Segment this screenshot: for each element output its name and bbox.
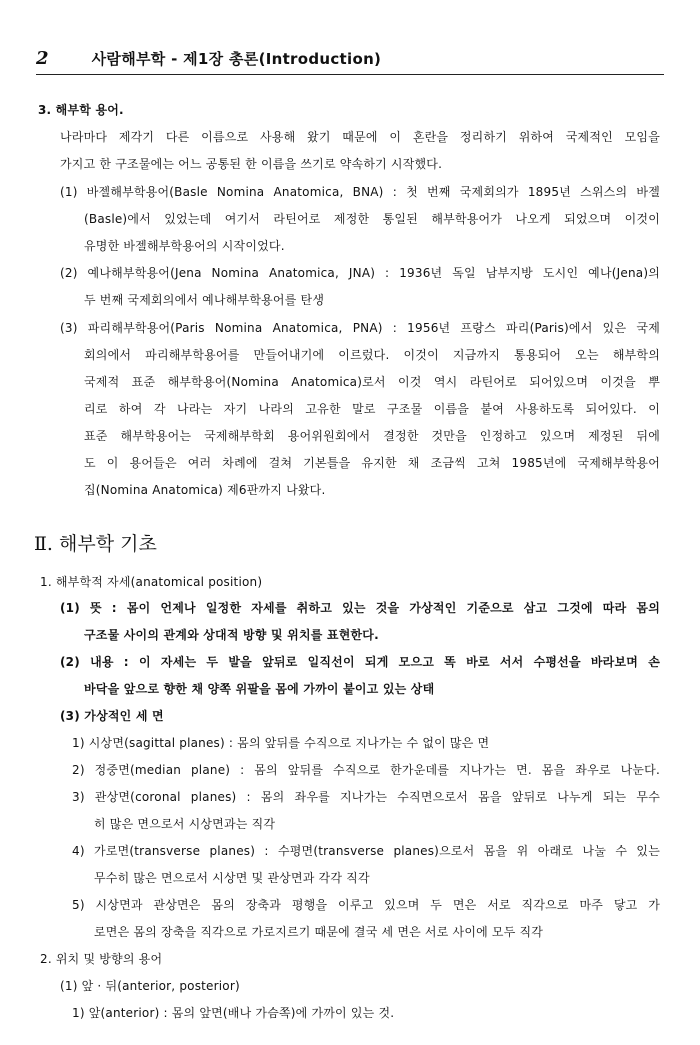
pna-item-line: 도 이 용어들은 여러 차례에 걸쳐 기본틀을 유지한 채 조금씩 고쳐 1985년에 국제해부학용어 <box>84 456 660 470</box>
section-title: Ⅱ. 해부학 기초 <box>34 533 157 555</box>
subsection-heading: 2. 위치 및 방향의 용어 <box>40 952 163 966</box>
header-divider <box>36 74 664 75</box>
pna-item-line: 회의에서 파리해부학용어를 만들어내기에 이르렀다. 이것이 지금까지 통용되어 오는 해부학의 <box>84 348 660 362</box>
content-line: 바닥을 앞으로 향한 채 양쪽 위팔을 몸에 가까이 붙이고 있는 상태 <box>84 682 435 696</box>
plane-item: 1) 시상면(sagittal planes) : 몸의 앞뒤를 수직으로 지나가는 수 없이 많은 면 <box>72 736 490 750</box>
plane-item: 로면은 몸의 장축을 직각으로 가로지르기 때문에 결국 세 면은 서로 사이에 모두 직각 <box>94 925 544 939</box>
pna-item-line: 리로 하여 각 나라는 자기 나라의 고유한 말로 구조물 이름을 붙여 사용하도록 되어있다. 이 <box>84 402 660 416</box>
content-line: (2) 내용 : 이 자세는 두 발을 앞뒤로 일직선이 되게 모으고 똑 바로 서서 수평선을 바라보며 손 <box>60 655 660 669</box>
bna-item-line: (Basle)에서 있었는데 여기서 라틴어로 제정한 통일된 해부학용어가 나오게 되었으며 이것이 <box>84 212 660 226</box>
plane-item: 2) 정중면(median plane) : 몸의 앞뒤를 수직으로 한가운데를 지나가는 면. 몸을 좌우로 나눈다. <box>72 763 660 777</box>
jna-item-line: 두 번째 국제회의에서 예나해부학용어를 탄생 <box>84 293 325 307</box>
plane-item: 4) 가로면(transverse planes) : 수평면(transverse planes)으로서 몸을 위 아래로 나눌 수 있는 <box>72 844 660 858</box>
definition-line: (1) 뜻 : 몸이 언제나 일정한 자세를 취하고 있는 것을 가상적인 기준으로 삼고 그것에 따라 몸의 <box>60 601 660 615</box>
terminology-intro-line: 가지고 한 구조물에는 어느 공통된 한 이름을 쓰기로 약속하기 시작했다. <box>60 157 443 171</box>
jna-item-line: (2) 예나해부학용어(Jena Nomina Anatomica, JNA) : 1936년 독일 남부지방 도시인 예나(Jena)의 <box>60 266 660 280</box>
pna-item-line: 표준 해부학용어는 국제해부학회 용어위원회에서 결정한 것만을 인정하고 있으며 제정된 뒤에 <box>84 429 660 443</box>
page-header <box>36 48 664 69</box>
subsection-heading: 1. 해부학적 자세(anatomical position) <box>40 575 263 589</box>
definition-line: 구조물 사이의 관계와 상대적 방향 및 위치를 표현한다. <box>84 628 379 642</box>
plane-item: 히 많은 면으로서 시상면과는 직각 <box>94 817 276 831</box>
running-title: 사람해부학 - 제1장 총론(Introduction) <box>91 50 382 68</box>
bna-item-line: 유명한 바젤해부학용어의 시작이었다. <box>84 239 285 253</box>
direction-item: 1) 앞(anterior) : 몸의 앞면(배나 가슴쪽)에 가까이 있는 것. <box>72 1006 395 1020</box>
pna-item-line: 국제적 표준 해부학용어(Nomina Anatomica)로서 이것 역시 라틴어로 되어있으며 이것을 뿌 <box>84 375 660 389</box>
plane-item: 5) 시상면과 관상면은 몸의 장축과 평행을 이루고 있으며 두 면은 서로 직각으로 마주 닿고 가 <box>72 898 660 912</box>
plane-item: 3) 관상면(coronal planes) : 몸의 좌우를 지나가는 수직면으로서 몸을 앞뒤로 나누게 되는 무수 <box>72 790 660 804</box>
page-number: 2 <box>36 48 49 69</box>
planes-heading: (3) 가상적인 세 면 <box>60 709 164 723</box>
pna-item-line: (3) 파리해부학용어(Paris Nomina Anatomica, PNA) : 1956년 프랑스 파리(Paris)에서 있은 국제 <box>60 321 660 335</box>
pna-item-line: 집(Nomina Anatomica) 제6판까지 나왔다. <box>84 483 326 497</box>
direction-heading: (1) 앞 · 뒤(anterior, posterior) <box>60 979 240 993</box>
bna-item-line: (1) 바젤해부학용어(Basle Nomina Anatomica, BNA) : 첫 번째 국제회의가 1895년 스위스의 바젤 <box>60 185 660 199</box>
terminology-heading: 3. 해부학 용어. <box>38 103 124 117</box>
terminology-intro-line: 나라마다 제각기 다른 이름으로 사용해 왔기 때문에 이 혼란을 정리하기 위하여 국제적인 모임을 <box>60 130 660 144</box>
plane-item: 무수히 많은 면으로서 시상면 및 관상면과 각각 직각 <box>94 871 370 885</box>
